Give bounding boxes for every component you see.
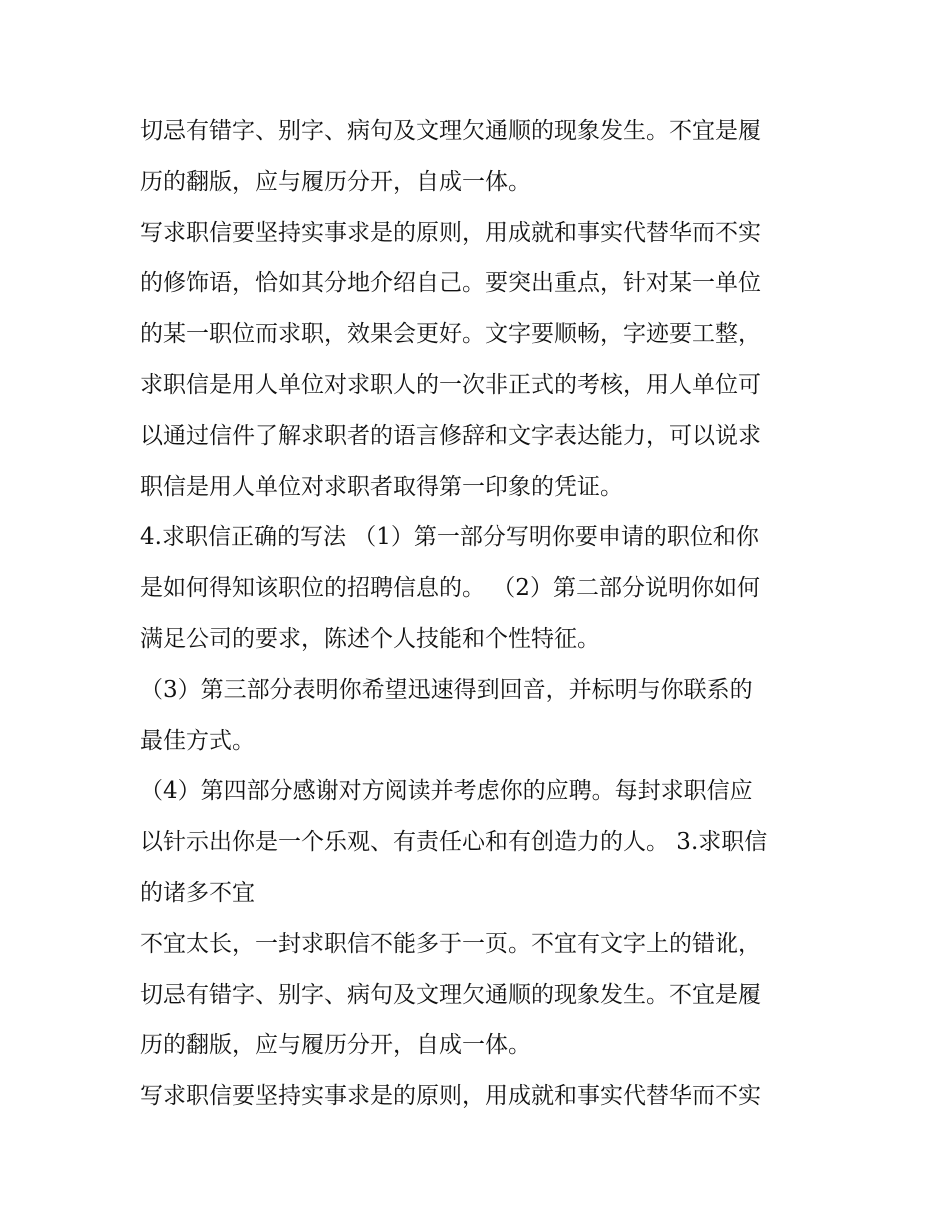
- text-line: 切忌有错字、别字、病句及文理欠通顺的现象发生。不宜是履: [140, 981, 761, 1008]
- document-body: [140, 106, 820, 1122]
- text-line: 职信是用人单位对求职者取得第一印象的凭证。: [140, 473, 623, 500]
- text-line: 不宜太长，一封求职信不能多于一页。不宜有文字上的错讹，: [140, 930, 761, 957]
- text-line: 以通过信件了解求职者的语言修辞和文字表达能力，可以说求: [140, 422, 761, 449]
- text-line: 历的翻版，应与履历分开，自成一体。: [140, 168, 531, 195]
- text-line: 满足公司的要求，陈述个人技能和个性特征。: [140, 625, 600, 652]
- text-line: 的诸多不宜: [140, 879, 255, 906]
- text-line: 4.求职信正确的写法 （1）第一部分写明你要申请的职位和你: [140, 524, 759, 551]
- text-line: 历的翻版，应与履历分开，自成一体。: [140, 1032, 531, 1059]
- text-line: 求职信是用人单位对求职人的一次非正式的考核，用人单位可: [140, 371, 761, 398]
- text-line: 以针示出你是一个乐观、有责任心和有创造力的人。 3.求职信: [140, 829, 768, 856]
- text-line: （3）第三部分表明你希望迅速得到回音，并标明与你联系的: [140, 676, 753, 703]
- text-line: 的某一职位而求职，效果会更好。文字要顺畅，字迹要工整，: [140, 321, 761, 348]
- text-line: 的修饰语，恰如其分地介绍自己。要突出重点，针对某一单位: [140, 270, 761, 297]
- text-line: （4）第四部分感谢对方阅读并考虑你的应聘。每封求职信应: [140, 778, 753, 805]
- text-line: 写求职信要坚持实事求是的原则，用成就和事实代替华而不实: [140, 1083, 761, 1110]
- text-line: 是如何得知该职位的招聘信息的。 （2）第二部分说明你如何: [140, 575, 760, 602]
- text-line: 最佳方式。: [140, 727, 255, 754]
- text-line: 写求职信要坚持实事求是的原则，用成就和事实代替华而不实: [140, 219, 761, 246]
- text-line: 切忌有错字、别字、病句及文理欠通顺的现象发生。不宜是履: [140, 118, 761, 144]
